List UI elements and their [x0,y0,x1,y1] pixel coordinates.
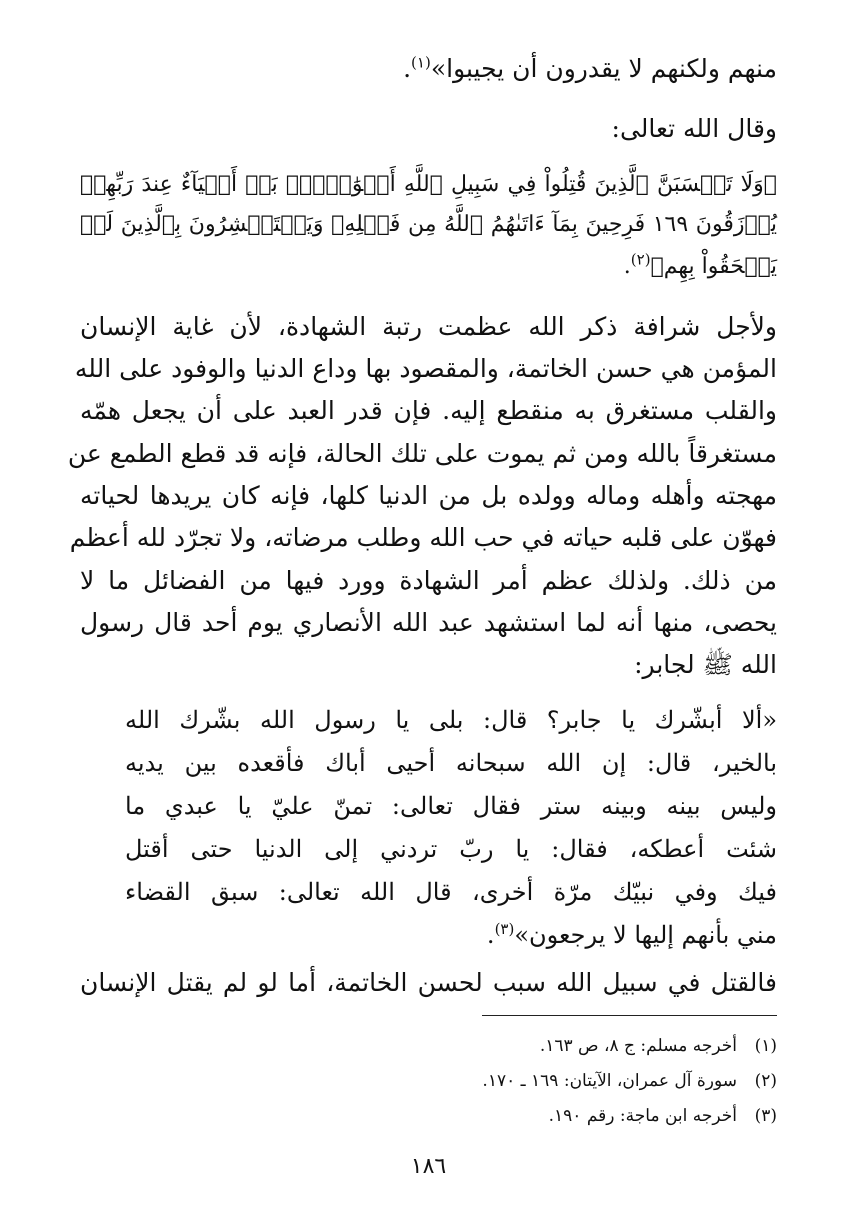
footnote [540,1033,777,1059]
footnote-divider [482,1015,777,1016]
page-number: ١٨٦ [410,1154,447,1179]
text-line: فهوّن على قلبه حياته في حب الله وطلب مرضاته، ولا تجرّد لله أعظم [69,523,777,552]
text-line: وقال الله تعالى: [611,114,777,143]
text-line: ولأجل شرافة ذكر الله عظمت رتبة الشهادة، لأن غاية الإنسان [80,312,777,341]
hadith-line: شئت أعطكه، فقال: يا ربّ تردني إلى الدنيا حتى أقتل [125,835,777,863]
footnote-text: أخرجه ابن ماجة: رقم ١٩٠. [548,1106,737,1126]
footnote-number: (٣) [754,1106,777,1126]
footnote-text: سورة آل عمران، الآيتان: ١٦٩ ـ ١٧٠. [482,1071,737,1091]
footnote-marker: (٢) [630,250,651,269]
text-line: من ذلك. ولذلك عظم أمر الشهادة وورد فيها من الفضائل ما لا [80,566,777,595]
quran-verse-line: يُرۡزَقُونَ ١٦٩ فَرِحِينَ بِمَآ ءَاتَىٰهُمُ ٱللَّهُ مِن فَضۡلِهِۦ وَيَسۡتَبۡشِرُونَ بِٱلَّذِينَ لَمۡ [80,212,777,237]
text-line: فالقتل في سبيل الله سبب لحسن الخاتمة، أما لو لم يقتل الإنسان [80,968,777,997]
hadith-line: «ألا أبشّرك يا جابر؟ قال: بلى يا رسول الله بشّرك الله [125,706,777,734]
text-line: يحصى، منها أنه لما استشهد عبد الله الأنصاري يوم أحد قال رسول [80,608,777,637]
text-line: المؤمن هي حسن الخاتمة، والمقصود بها وداع الدنيا والوفود على الله [74,354,777,383]
footnote-number: (١) [754,1036,777,1056]
footnote [549,1103,777,1129]
text-line: الله ﷺ لجابر: [634,650,777,679]
text-line: مهجته وأهله وماله وولده بل من الدنيا كلها، فإنه كان يريدها لحياته [80,481,777,510]
footnote-number: (٢) [754,1071,777,1091]
footnote-marker: (١) [411,53,431,72]
hadith-line: فيك وفي نبيّك مرّة أخرى، قال الله تعالى: سبق القضاء [125,878,777,906]
footnote [482,1068,777,1094]
text-line: والقلب مستغرق به منقطع إليه. فإن قدر العبد على أن يجعل همّه [80,396,777,425]
hadith-line: وليس بينه وبينه ستر فقال تعالى: تمنّ عليّ يا عبدي ما [125,792,777,820]
hadith-line: بالخير، قال: إن الله سبحانه أحيى أباك فأقعده بين يديه [125,749,777,777]
hadith-line: مني بأنهم إليها لا يرجعون»$^{(٣)}$. [486,920,777,949]
text-line: منهم ولكنهم لا يقدرون أن يجيبوا»$^{(١)}$. [403,53,777,83]
quran-verse-line: ﴿وَلَا تَحۡسَبَنَّ ٱلَّذِينَ قُتِلُواْ فِي سَبِيلِ ٱللَّهِ أَمۡوَٰتَۢاۚ بَلۡ أَحۡيَآءٌ عِندَ رَبِّهِمۡ [80,172,777,197]
footnote-marker: (٣) [494,920,515,938]
text-line: مستغرقاً بالله ومن ثم يموت على تلك الحالة، فإنه قد قطع الطمع عن [67,439,777,468]
footnote-text: أخرجه مسلم: ج ٨، ص ١٦٣. [539,1036,737,1056]
quran-verse-line: يَلۡحَقُواْ بِهِم﴾$^{(٢)}$. [623,250,777,279]
